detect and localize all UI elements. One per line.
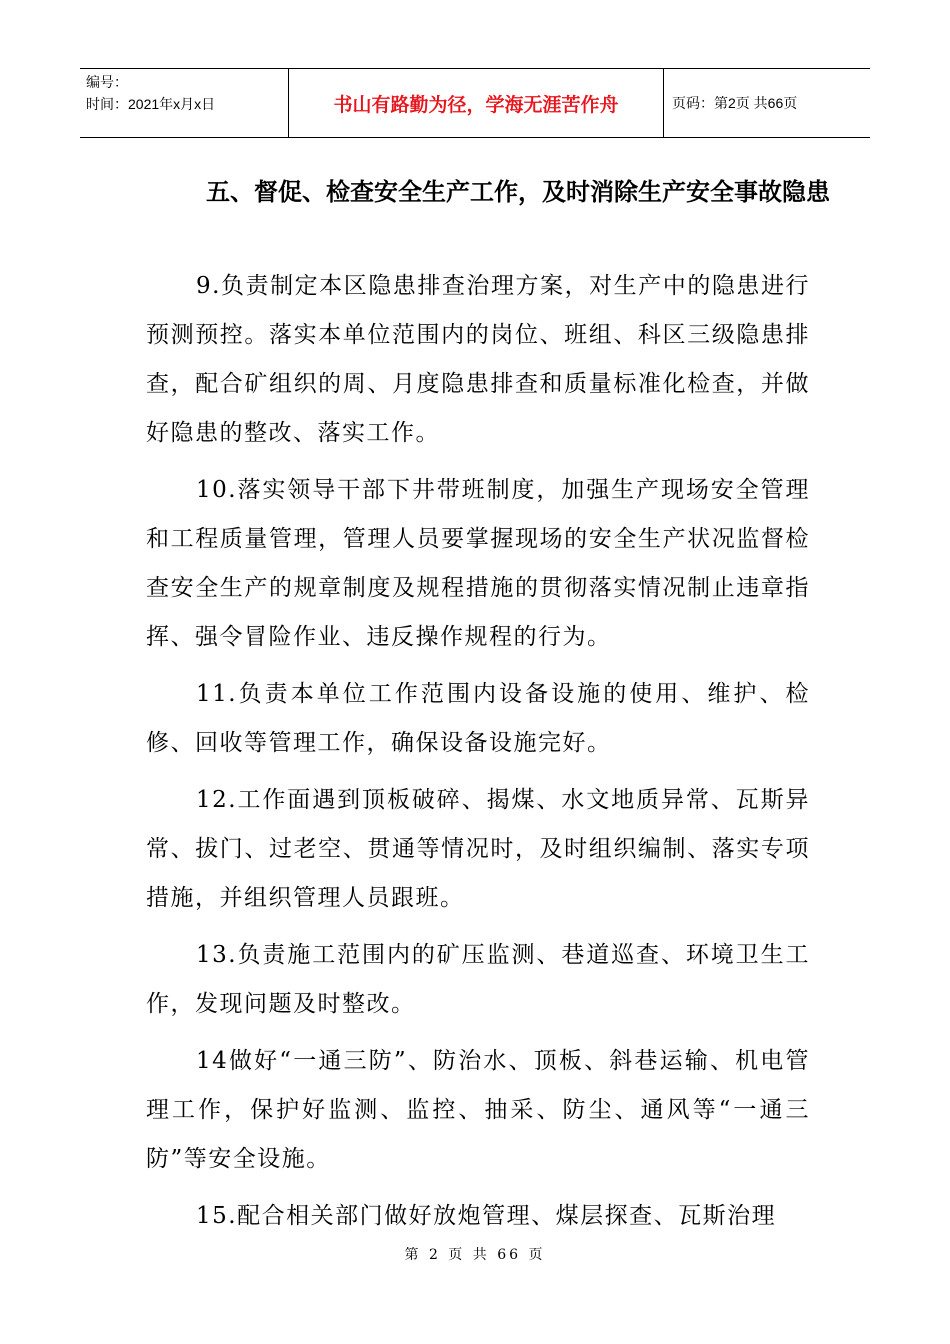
paragraph-14: 14做好“一通三防”、防治水、顶板、斜巷运输、机电管理工作，保护好监测、监控、抽采、防尘、通风等“一通三防”等安全设施。 <box>146 1048 810 1172</box>
header-meta <box>80 69 289 137</box>
paragraph-15: 15.配合相关部门做好放炮管理、煤层探查、瓦斯治理 <box>196 1203 777 1229</box>
header-motto: 书山有路勤为径，学海无涯苦作舟 <box>333 93 619 116</box>
page-footer: 第 2 页 共 66 页 <box>404 1247 546 1263</box>
paragraph-10: 10.落实领导干部下井带班制度，加强生产现场安全管理和工程质量管理，管理人员要掌握现场的安全生产状况监督检查安全生产的规章制度及规程措施的贯彻落实情况制止违章指挥、强令冒险作业、违反操作规程的行为。 <box>146 477 810 650</box>
section-title: 五、督促、检查安全生产工作，及时消除生产安全事故隐患 <box>206 178 830 206</box>
page-header <box>80 68 870 138</box>
header-motto-cell <box>289 69 664 137</box>
time-label: 时间：2021年x月x日 <box>86 96 216 112</box>
header-page-info: 页码：第2页 共66页 <box>672 95 798 111</box>
paragraph-9: 9.负责制定本区隐患排查治理方案，对生产中的隐患进行预测预控。落实本单位范围内的岗位、班组、科区三级隐患排查，配合矿组织的周、月度隐患排查和质量标准化检查，并做好隐患的整改、落实工作。 <box>146 273 810 446</box>
paragraph-11: 11.负责本单位工作范围内设备设施的使用、维护、检修、回收等管理工作，确保设备设施完好。 <box>146 681 810 756</box>
number-label: 编号： <box>86 74 128 90</box>
document-body <box>146 262 810 1249</box>
paragraph-12: 12.工作面遇到顶板破碎、揭煤、水文地质异常、瓦斯异常、拔门、过老空、贯通等情况时，及时组织编制、落实专项措施，并组织管理人员跟班。 <box>146 787 810 911</box>
paragraph-13: 13.负责施工范围内的矿压监测、巷道巡查、环境卫生工作，发现问题及时整改。 <box>146 942 810 1017</box>
